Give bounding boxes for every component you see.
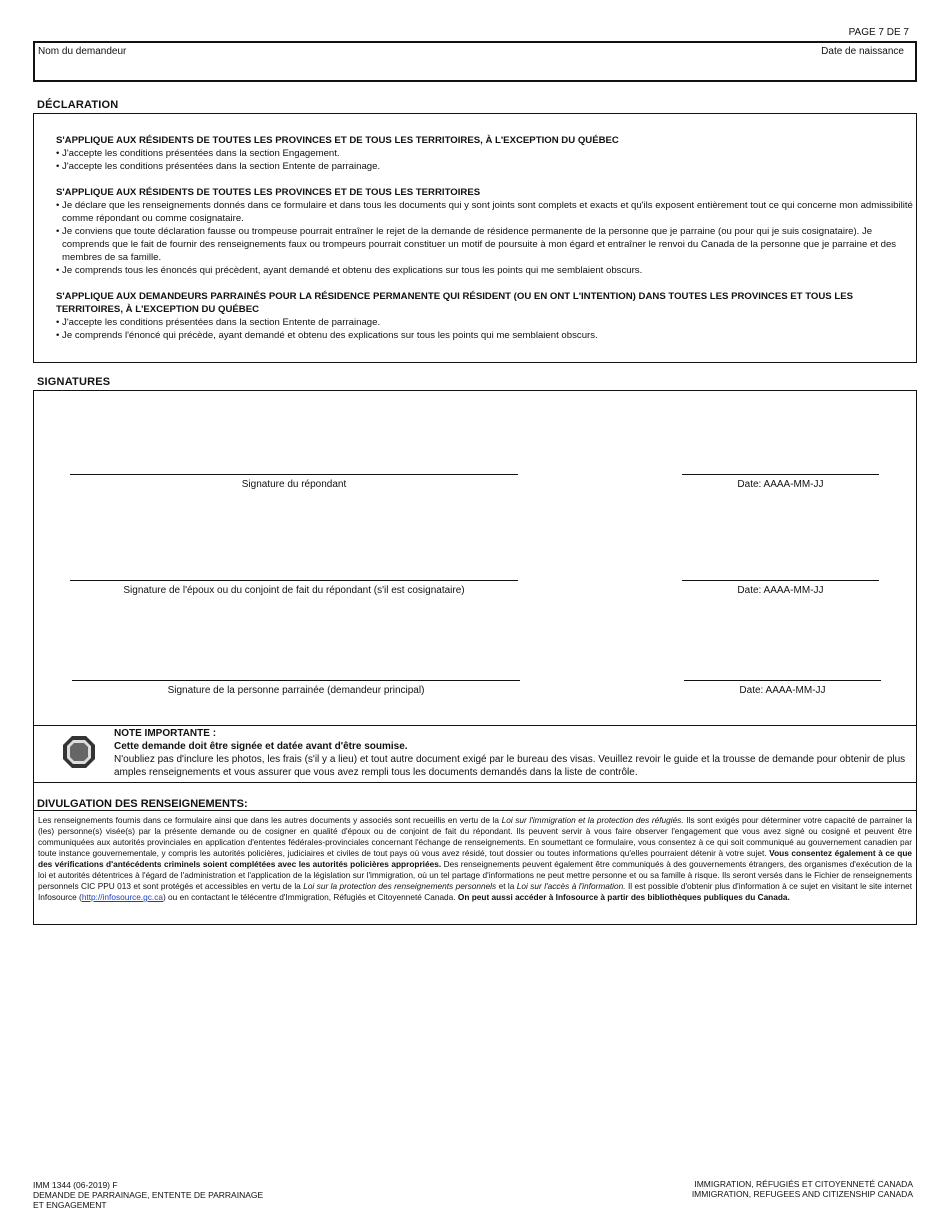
- disclosure-part: Les renseignements fournis dans ce formulaire ainsi que dans les autres documents y associés sont recueillis en vertu de la: [38, 815, 502, 825]
- spouse-signature-label: Signature de l'époux ou du conjoint de fait du répondant (s'il est cosignataire): [123, 585, 465, 596]
- department-en: IMMIGRATION, REFUGEES AND CITIZENSHIP CANADA: [691, 1189, 913, 1199]
- declaration-bullet: • Je déclare que les renseignements donnés dans ce formulaire et dans tous les documents qui y sont joints sont complets et exacts et qu'ils exposent entièrement tout ce qui concerne mon admissibilité comme répondant ou comme cosignataire.: [56, 200, 913, 224]
- disclosure-law-name: Loi sur la protection des renseignements personnels: [303, 881, 497, 891]
- form-identifier: [33, 1180, 263, 1210]
- sponsored-person-signature-line[interactable]: [72, 680, 520, 681]
- disclosure-law-name: Loi sur l'immigration et la protection des réfugiés.: [501, 815, 684, 825]
- department-name: [692, 1179, 913, 1199]
- declaration-content: [56, 134, 916, 355]
- disclosure-part: Des renseignements peuvent également être communiqués à des gouvernements étrangers, des organismes d'exécution de la loi et autorités détentrices à l'égard de l'administration et l'application de la législation sur l'immigration, où un tel partage d'informations ne peut mettre personne et ou sa famille à risque. Ils seront versés dans le Fichier de renseignements personnels CIC PPU 013 et sont protégés et accessibles en vertu de la: [38, 859, 912, 891]
- declaration-heading: S'APPLIQUE AUX RÉSIDENTS DE TOUTES LES PROVINCES ET DE TOUS LES TERRITOIRES: [56, 187, 481, 198]
- note-body: N'oubliez pas d'inclure les photos, les frais (s'il y a lieu) et tout autre document exigé par le bureau des visas. Veuillez revoir le guide et la trousse de demande pour obtenir de plus amples renseignements et vous assurer que vous avez rempli tous les documents demandés dans la liste de contrôle.: [114, 754, 906, 778]
- disclosure-bold-part: On peut aussi accéder à Infosource à partir des bibliothèques publiques du Canada.: [457, 892, 790, 902]
- note-title: NOTE IMPORTANTE :: [114, 728, 217, 739]
- sponsored-person-signature-label: Signature de la personne parrainée (demandeur principal): [167, 685, 425, 696]
- declaration-heading: S'APPLIQUE AUX DEMANDEURS PARRAINÉS POUR LA RÉSIDENCE PERMANENTE QUI RÉSIDENT (OU EN ONT L'INTENTION) DANS TOUTES LES PROVINCES ET TOUS LES TERRITOIRES, À L'EXCEPTION DU QUÉBEC: [56, 291, 854, 315]
- declaration-bullet: • J'accepte les conditions présentées dans la section Entente de parrainage.: [56, 317, 381, 328]
- disclosure-law-name: Loi sur l'accès à l'information.: [516, 881, 626, 891]
- declaration-block-2: [56, 186, 916, 277]
- declaration-block-3: [56, 290, 916, 342]
- sponsor-date-line[interactable]: [682, 474, 879, 475]
- form-title-line-1: DEMANDE DE PARRAINAGE, ENTENTE DE PARRAINAGE: [33, 1190, 264, 1200]
- disclosure-text: [38, 815, 912, 903]
- sponsor-signature-line[interactable]: [70, 474, 518, 475]
- declaration-box: [33, 113, 917, 363]
- important-note-text: [114, 727, 906, 779]
- spouse-signature-line[interactable]: [70, 580, 518, 581]
- spouse-date-label: Date: AAAA-MM-JJ: [737, 585, 824, 596]
- form-id: IMM 1344 (06-2019) F: [33, 1180, 118, 1190]
- declaration-title: DÉCLARATION: [37, 99, 119, 111]
- disclosure-part: Ils sont exigés pour déterminer votre capacité de parrainer la (les) personne(s) visée(s) par la présente demande ou de cosigner en qualité d'époux ou de conjoint de fait du répondant. Ils peuvent servir à vous faire observer l'engagement que vous avez signé ou cosigné et peuvent être communiquées aux autorités provinciales en application d'ententes fédérales-provinciales concernant l'échange de renseignements. En soumettant ce formulaire, vous consentez à ce qui soit communiqué au gouvernement canadien par toute instance gouvernementale, y compris les autorités policières, judiciaires et civiles de tout pays où vous avez résidé, tout dossier ou toutes informations qu'elles pourraient détenir à votre sujet.: [38, 815, 912, 858]
- department-fr: IMMIGRATION, RÉFUGIÉS ET CITOYENNETÉ CANADA: [694, 1179, 913, 1189]
- disclosure-divider: [34, 810, 916, 811]
- declaration-bullet: • Je comprends l'énoncé qui précède, ayant demandé et obtenu des explications sur tous les points qui me semblaient obscurs.: [56, 330, 598, 341]
- disclosure-part: Il est possible d'obtenir plus d'information à ce sujet en visitant le site internet Infosource (: [38, 881, 912, 902]
- applicant-name-label: Nom du demandeur: [38, 46, 127, 57]
- disclosure-box: [33, 782, 917, 925]
- declaration-bullet: • J'accepte les conditions présentées dans la section Engagement.: [56, 148, 340, 159]
- declaration-bullet: • J'accepte les conditions présentées dans la section Entente de parrainage.: [56, 161, 381, 172]
- disclosure-part: ) ou en contactant le télécentre d'Immigration, Réfugiés et Citoyenneté Canada.: [162, 892, 458, 902]
- sponsored-person-date-line[interactable]: [684, 680, 881, 681]
- sponsored-person-date-label: Date: AAAA-MM-JJ: [739, 685, 826, 696]
- important-note-box: [33, 725, 917, 783]
- signatures-title: SIGNATURES: [37, 376, 111, 388]
- declaration-bullet: • Je conviens que toute déclaration fausse ou trompeuse pourrait entraîner le rejet de la demande de résidence permanente de la personne que je parraine (ou pour qui je suis cosignataire). Je comprends que le fait de fournir des renseignements faux ou trompeurs pourrait constituer un motif de poursuite à mon égard et entraîner le renvoi du Canada de la personne que je parraine et des membres de sa famille.: [56, 226, 897, 263]
- disclosure-bold-part: Vous consentez également à ce que des vérifications d'antécédents criminels soient complétées avec les autorités policières appropriées.: [38, 848, 913, 869]
- disclosure-part: et la: [496, 881, 517, 891]
- spouse-date-line[interactable]: [682, 580, 879, 581]
- declaration-heading: S'APPLIQUE AUX RÉSIDENTS DE TOUTES LES PROVINCES ET DE TOUS LES TERRITOIRES, À L'EXCEPTION DU QUÉBEC: [56, 135, 619, 146]
- stop-sign-icon: [62, 735, 96, 769]
- applicant-header-box: [33, 41, 917, 82]
- declaration-block-1: [56, 134, 916, 173]
- infosource-link[interactable]: http://infosource.gc.ca: [81, 892, 163, 902]
- declaration-bullet: • Je comprends tous les énoncés qui précèdent, ayant demandé et obtenu des explications sur tous les points qui me semblaient obscurs.: [56, 265, 643, 276]
- date-of-birth-label: Date de naissance: [821, 46, 904, 57]
- disclosure-title: DIVULGATION DES RENSEIGNEMENTS:: [37, 798, 248, 810]
- signatures-box: [33, 390, 917, 726]
- sponsor-signature-label: Signature du répondant: [241, 479, 347, 490]
- sponsor-date-label: Date: AAAA-MM-JJ: [737, 479, 824, 490]
- form-title-line-2: ET ENGAGEMENT: [33, 1200, 107, 1210]
- note-bold-line: Cette demande doit être signée et datée avant d'être soumise.: [114, 741, 408, 752]
- page-number: PAGE 7 DE 7: [848, 27, 909, 38]
